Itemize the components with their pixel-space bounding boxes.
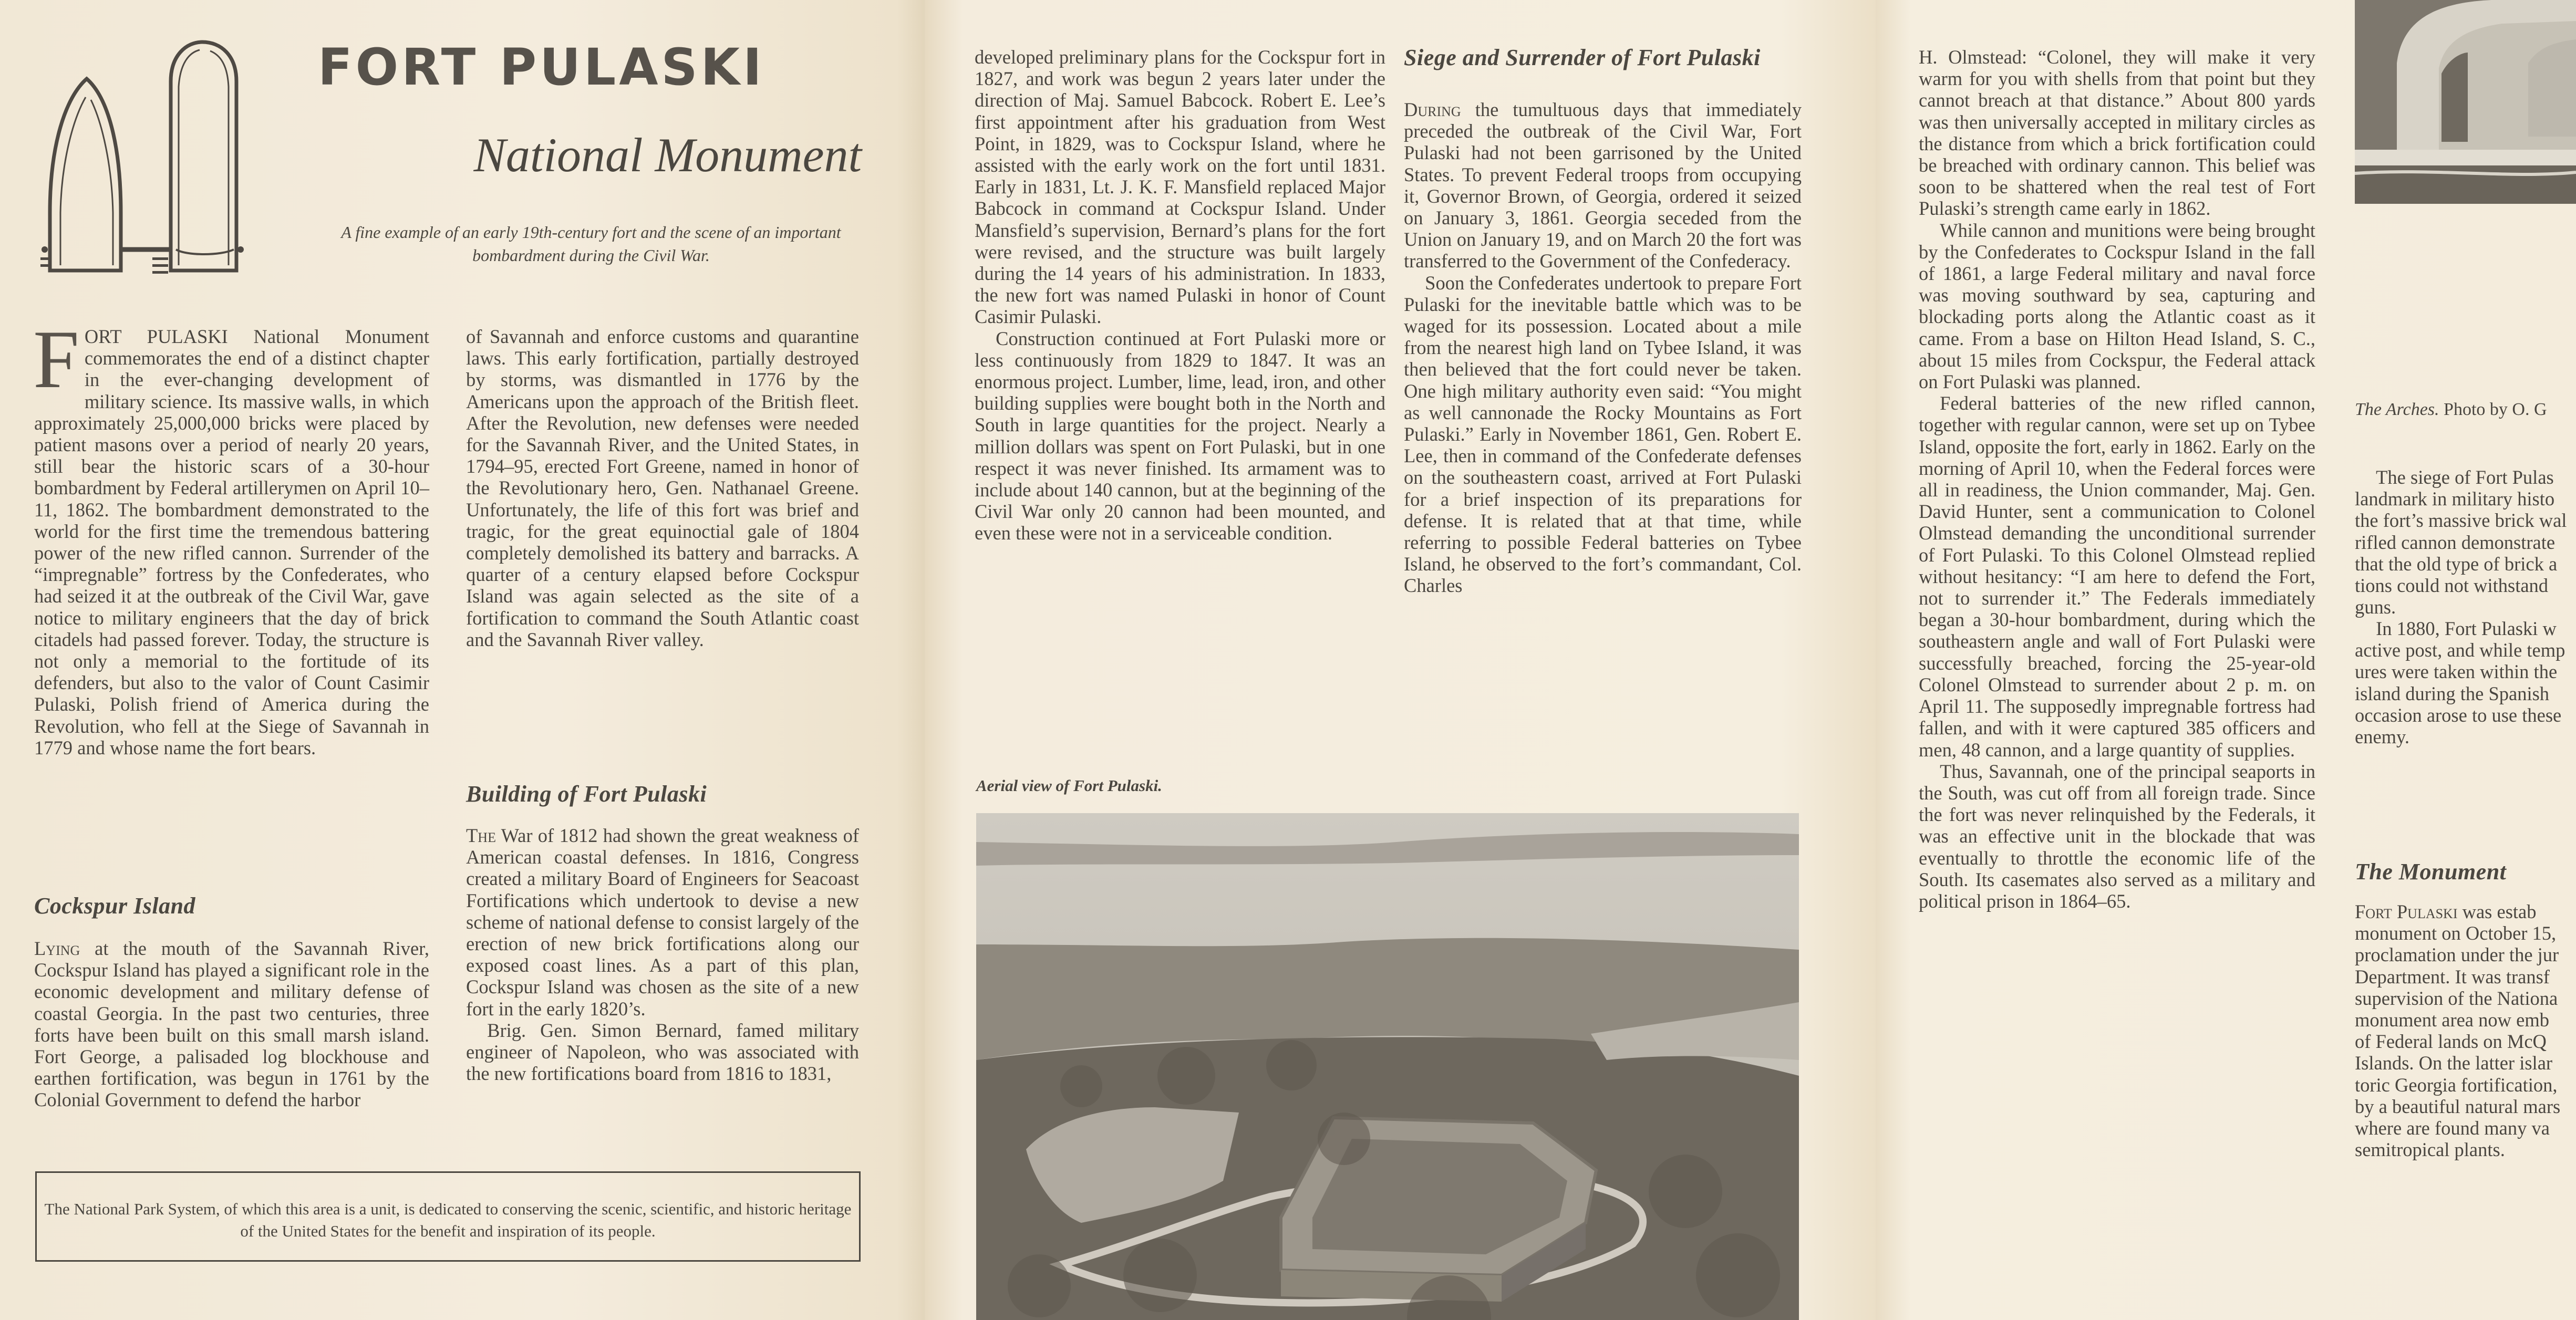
- drop-cap: F: [33, 314, 79, 406]
- national-park-system-box: [35, 1171, 861, 1262]
- national-park-system-statement: The National Park System, of which this area is a unit, is dedicated to conserving the scenic, scientific, and historic heritage of the United States for the benefit and inspiration of its people.: [44, 1200, 852, 1240]
- arches-caption-title: The Arches.: [2355, 400, 2439, 419]
- page-subtitle: National Monument: [473, 128, 862, 182]
- heading-siege-and-surrender: Siege and Surrender of Fort Pulaski: [1404, 45, 1761, 70]
- aerial-view-photo: [976, 813, 1799, 1320]
- cut-text-line: active post, and while temp: [2355, 639, 2565, 661]
- cockspur-continued: of Savannah and enforce customs and quarantine laws. This early fortification, partially destroyed by storms, was dismantled in 1776 by the Americans upon the approach of the British fleet. After the Revolution, new defenses were needed for the Savannah River, and the United States, in 1794–95, erected Fort Greene, named in honor of the Revolutionary hero, Gen. Nathanael Greene. Unfortunately, the life of this fort was brief and tragic, for the great equinoctial gale of 1804 completely demolished its battery and barracks. A quarter of a century elapsed before Cockspur Island was again selected as the site of a fortification to command the South Atlantic coast and the Savannah River valley.: [466, 326, 859, 650]
- legacy-paragraph-cut: [2355, 466, 2567, 618]
- cut-text-line: monument on October 15,: [2355, 922, 2557, 944]
- monument-lead: Fort Pulaski: [2355, 901, 2458, 922]
- siege-continued-paragraph-2: While cannon and munitions were being brought by the Confederates to Cockspur Island in the fall of 1861, a large Federal military and naval force was moving southward by sea, capturing and blockading ports along the Atlantic coast as it came. From a base on Hilton Head Island, S. C., about 15 miles from Cockspur, the Federal attack on Fort Pulaski was planned.: [1919, 219, 2315, 393]
- heading-the-monument: The Monument: [2355, 859, 2507, 885]
- aerial-photo-caption: Aerial view of Fort Pulaski.: [976, 776, 1162, 795]
- cut-text-line: Department. It was transf: [2355, 965, 2550, 988]
- cut-text-line: supervision of the Nationa: [2355, 987, 2558, 1009]
- siege-paragraph-1: [1404, 99, 1802, 272]
- cut-text-line: by a beautiful natural mars: [2355, 1095, 2561, 1117]
- cut-text-line: landmark in military histo: [2355, 488, 2555, 510]
- building-paragraph-1: [466, 825, 859, 1020]
- intro-lead: ORT PULASKI: [84, 326, 228, 347]
- arches-photo: [2355, 0, 2576, 204]
- heading-cockspur-island: Cockspur Island: [34, 893, 196, 919]
- arches-caption-credit: Photo by O. G: [2439, 400, 2547, 419]
- building-continued-column: [975, 46, 1385, 544]
- monument-first: was estab: [2457, 901, 2537, 922]
- cut-text-line: The siege of Fort Pulas: [2376, 466, 2554, 488]
- intro-text: National Monument commemorates the end of a distinct chapter in the ever-changing development of military science. Its massive walls, in which approximately 25,000,000 bricks were placed by patient masons over a period of nearly 20 years, still bear the historic scars of a 30-hour bombardment by Federal artillerymen on April 10–11, 1862. The bombardment demonstrated to the world for the first time the tremendous battering power of the new rifled cannon. Surrender of the “impregnable” fortress by the Confederates, who had seized it at the outbreak of the Civil War, gave notice to military engineers that the day of brick citadels had passed forever. Today, the structure is not only a memorial to the fortitude of its defenders, but also to the valor of Count Casimir Pulaski, Polish friend of America during the Revolution, who fell at the Siege of Savannah in 1779 and whose name the fort bears.: [34, 326, 429, 758]
- arches-image: [2355, 0, 2576, 204]
- siege-paragraph-2: Soon the Confederates undertook to prepare Fort Pulaski for the inevitable battle which was to be waged for its possession. Located about a mile from the nearest high land on Tybee Island, it was then believed that the fort could never be taken. One high military authority even said: “You might as well cannonade the Rocky Mountains as Fort Pulaski.” Early in November 1861, Gen. Robert E. Lee, then in command of the Confederate defenses on the southeastern coast, arrived at Fort Pulaski for a brief inspection of its preparations for defense. It is related that at that time, while referring to possible Federal batteries on Tybee Island, he observed to the fort’s commandant, Col. Charles: [1404, 272, 1802, 597]
- siege-column: [1404, 99, 1802, 597]
- aerial-view-image: [976, 813, 1799, 1320]
- cut-text-line: In 1880, Fort Pulaski w: [2376, 618, 2557, 639]
- cockspur-column: [34, 938, 429, 1111]
- siege-lead: During: [1404, 99, 1461, 120]
- cut-text-line: occasion arose to use these: [2355, 704, 2562, 726]
- cut-text-line: toric Georgia fortification,: [2355, 1074, 2558, 1096]
- cut-text-line: guns.: [2355, 596, 2396, 618]
- cut-text-line: enemy.: [2355, 726, 2410, 748]
- siege-continued-paragraph-1: H. Olmstead: “Colonel, they will make it very warm for you with shells from that point but they cannot breach at that distance.” About 800 yards was then universally accepted in military circles as the distance from which a brick fortification could be breached with ordinary cannon. This belief was soon to be shattered when the real test of Fort Pulaski’s strength came early in 1862.: [1919, 46, 2315, 220]
- panel-right: [1876, 0, 2576, 1320]
- siege-continued-paragraph-3: Federal batteries of the new rifled cannon, together with regular cannon, were set up on Tybee Island, opposite the fort, early in 1862. Early on the morning of April 10, when the Federal forces were all in readiness, the Union commander, Maj. Gen. David Hunter, sent a communication to Colonel Olmstead demanding the unconditional surrender of Fort Pulaski. To this Colonel Olmstead replied without hesitancy: “I am here to defend the Fort, not to surrender it.” The Federals immediately began a 30-hour bombardment, during which the southeastern angle and wall of Fort Pulaski were successfully breached, forcing the 25-year-old Colonel Olmstead to surrender about 2 p. m. on April 11. The supposedly impregnable fortress had fallen, and with it were captured 385 officers and men, 48 cannon, and a large quantity of supplies.: [1919, 392, 2315, 761]
- building-lead: The: [466, 825, 496, 846]
- heading-building-fort-pulaski: Building of Fort Pulaski: [466, 781, 707, 807]
- cannon-projectiles-illustration: [29, 39, 271, 276]
- monument-paragraph-cut: [2355, 901, 2560, 1160]
- panel-left: [0, 0, 925, 1320]
- cockspur-lead: Lying: [34, 938, 80, 959]
- cut-text-line: proclamation under the jur: [2355, 944, 2559, 966]
- cockspur-continued-column: [466, 326, 859, 650]
- cut-text-line: of Federal lands on McQ: [2355, 1031, 2547, 1053]
- page-title: FORT PULASKI: [318, 38, 765, 97]
- building-text: War of 1812 had shown the great weakness of American coastal defenses. In 1816, Congress created a military Board of Engineers for Seacoast Fortifications which undertook to devise a new scheme of national defense to consist largely of the erection of new brick fortifications along our exposed coast lines. As a part of this plan, Cockspur Island was chosen as the site of a new fort in the early 1820’s.: [466, 825, 859, 1020]
- 1880-paragraph-cut: [2355, 618, 2565, 747]
- cut-text-line: where are found many va: [2355, 1117, 2550, 1139]
- cut-text-line: rifled cannon demonstrate: [2355, 531, 2556, 553]
- siege-text: the tumultuous days that immediately preceded the outbreak of the Civil War, Fort Pulaski had not been garrisoned by the United States. To prevent Federal troops from occupying it, Governor Brown, of Georgia, ordered it seized on January 3, 1861. Georgia seceded from the Union on January 19, and on March 20 the fort was transferred to the Government of the Confederacy.: [1404, 99, 1802, 272]
- cut-text-line: Islands. On the latter islar: [2355, 1052, 2553, 1074]
- cut-text-line: the fort’s massive brick wal: [2355, 510, 2567, 532]
- tagline: A fine example of an early 19th-century fort and the scene of an important bombardment during the Civil War.: [341, 223, 841, 265]
- cut-text-line: island during the Spanish: [2355, 682, 2550, 704]
- cut-text-line: monument area now emb: [2355, 1009, 2549, 1031]
- panel-middle: [925, 0, 1876, 1320]
- building-column: [466, 825, 859, 1084]
- cockspur-paragraph: [34, 938, 429, 1111]
- cut-text-line: tions could not withstand: [2355, 575, 2549, 597]
- cockspur-text: at the mouth of the Savannah River, Cockspur Island has played a significant role in the economic development and military defense of coastal Georgia. In the past two centuries, three forts have been built on this small marsh island. Fort George, a palisaded log blockhouse and earthen fortification, was begun in 1761 by the Colonial Government to defend the harbor: [34, 938, 429, 1111]
- building-paragraph-2: Brig. Gen. Simon Bernard, famed military engineer of Napoleon, who was associated with the new fortifications board from 1816 to 1831,: [466, 1019, 859, 1085]
- siege-continued-column: [1919, 46, 2315, 912]
- arches-caption: [2355, 399, 2547, 420]
- cut-text-line: ures were taken within the: [2355, 661, 2558, 683]
- cut-text-line: semitropical plants.: [2355, 1139, 2505, 1161]
- siege-continued-paragraph-4: Thus, Savannah, one of the principal seaports in the South, was cut off from all foreign trade. Since the fort was never relinquished by the Federals, it was an effective unit in the blockade that was eventually to throttle the economic life of the South. Its casemates also served as a military and political prison in 1864–65.: [1919, 760, 2315, 912]
- intro-paragraph: [33, 314, 429, 758]
- intro-column: [33, 314, 429, 758]
- cut-text-line: that the old type of brick a: [2355, 553, 2558, 575]
- building-continued-paragraph-1: developed preliminary plans for the Cockspur fort in 1827, and work was begun 2 years later under the direction of Maj. Samuel Babcock. Robert E. Lee’s first appointment after his graduation from West Point, in 1829, was to Cockspur Island, where he assisted with the early work on the fort until 1831. Early in 1831, Lt. J. K. F. Mansfield replaced Major Babcock in command at Cockspur Island. Under Mansfield’s supervision, Bernard’s plans for the fort were revised, and the structure was built largely during the 14 years of his administration. In 1833, the new fort was named Pulaski in honor of Count Casimir Pulaski.: [975, 46, 1385, 328]
- building-continued-paragraph-2: Construction continued at Fort Pulaski more or less continuously from 1829 to 1847. It was an enormous project. Lumber, lime, lead, iron, and other building supplies were bought both in the North and South in large quantities for the project. Nearly a million dollars was spent on Fort Pulaski, but in one respect it was never finished. Its armament was to include about 140 cannon, but at the beginning of the Civil War only 20 cannon had been mounted, and even these were not in a serviceable condition.: [975, 327, 1385, 544]
